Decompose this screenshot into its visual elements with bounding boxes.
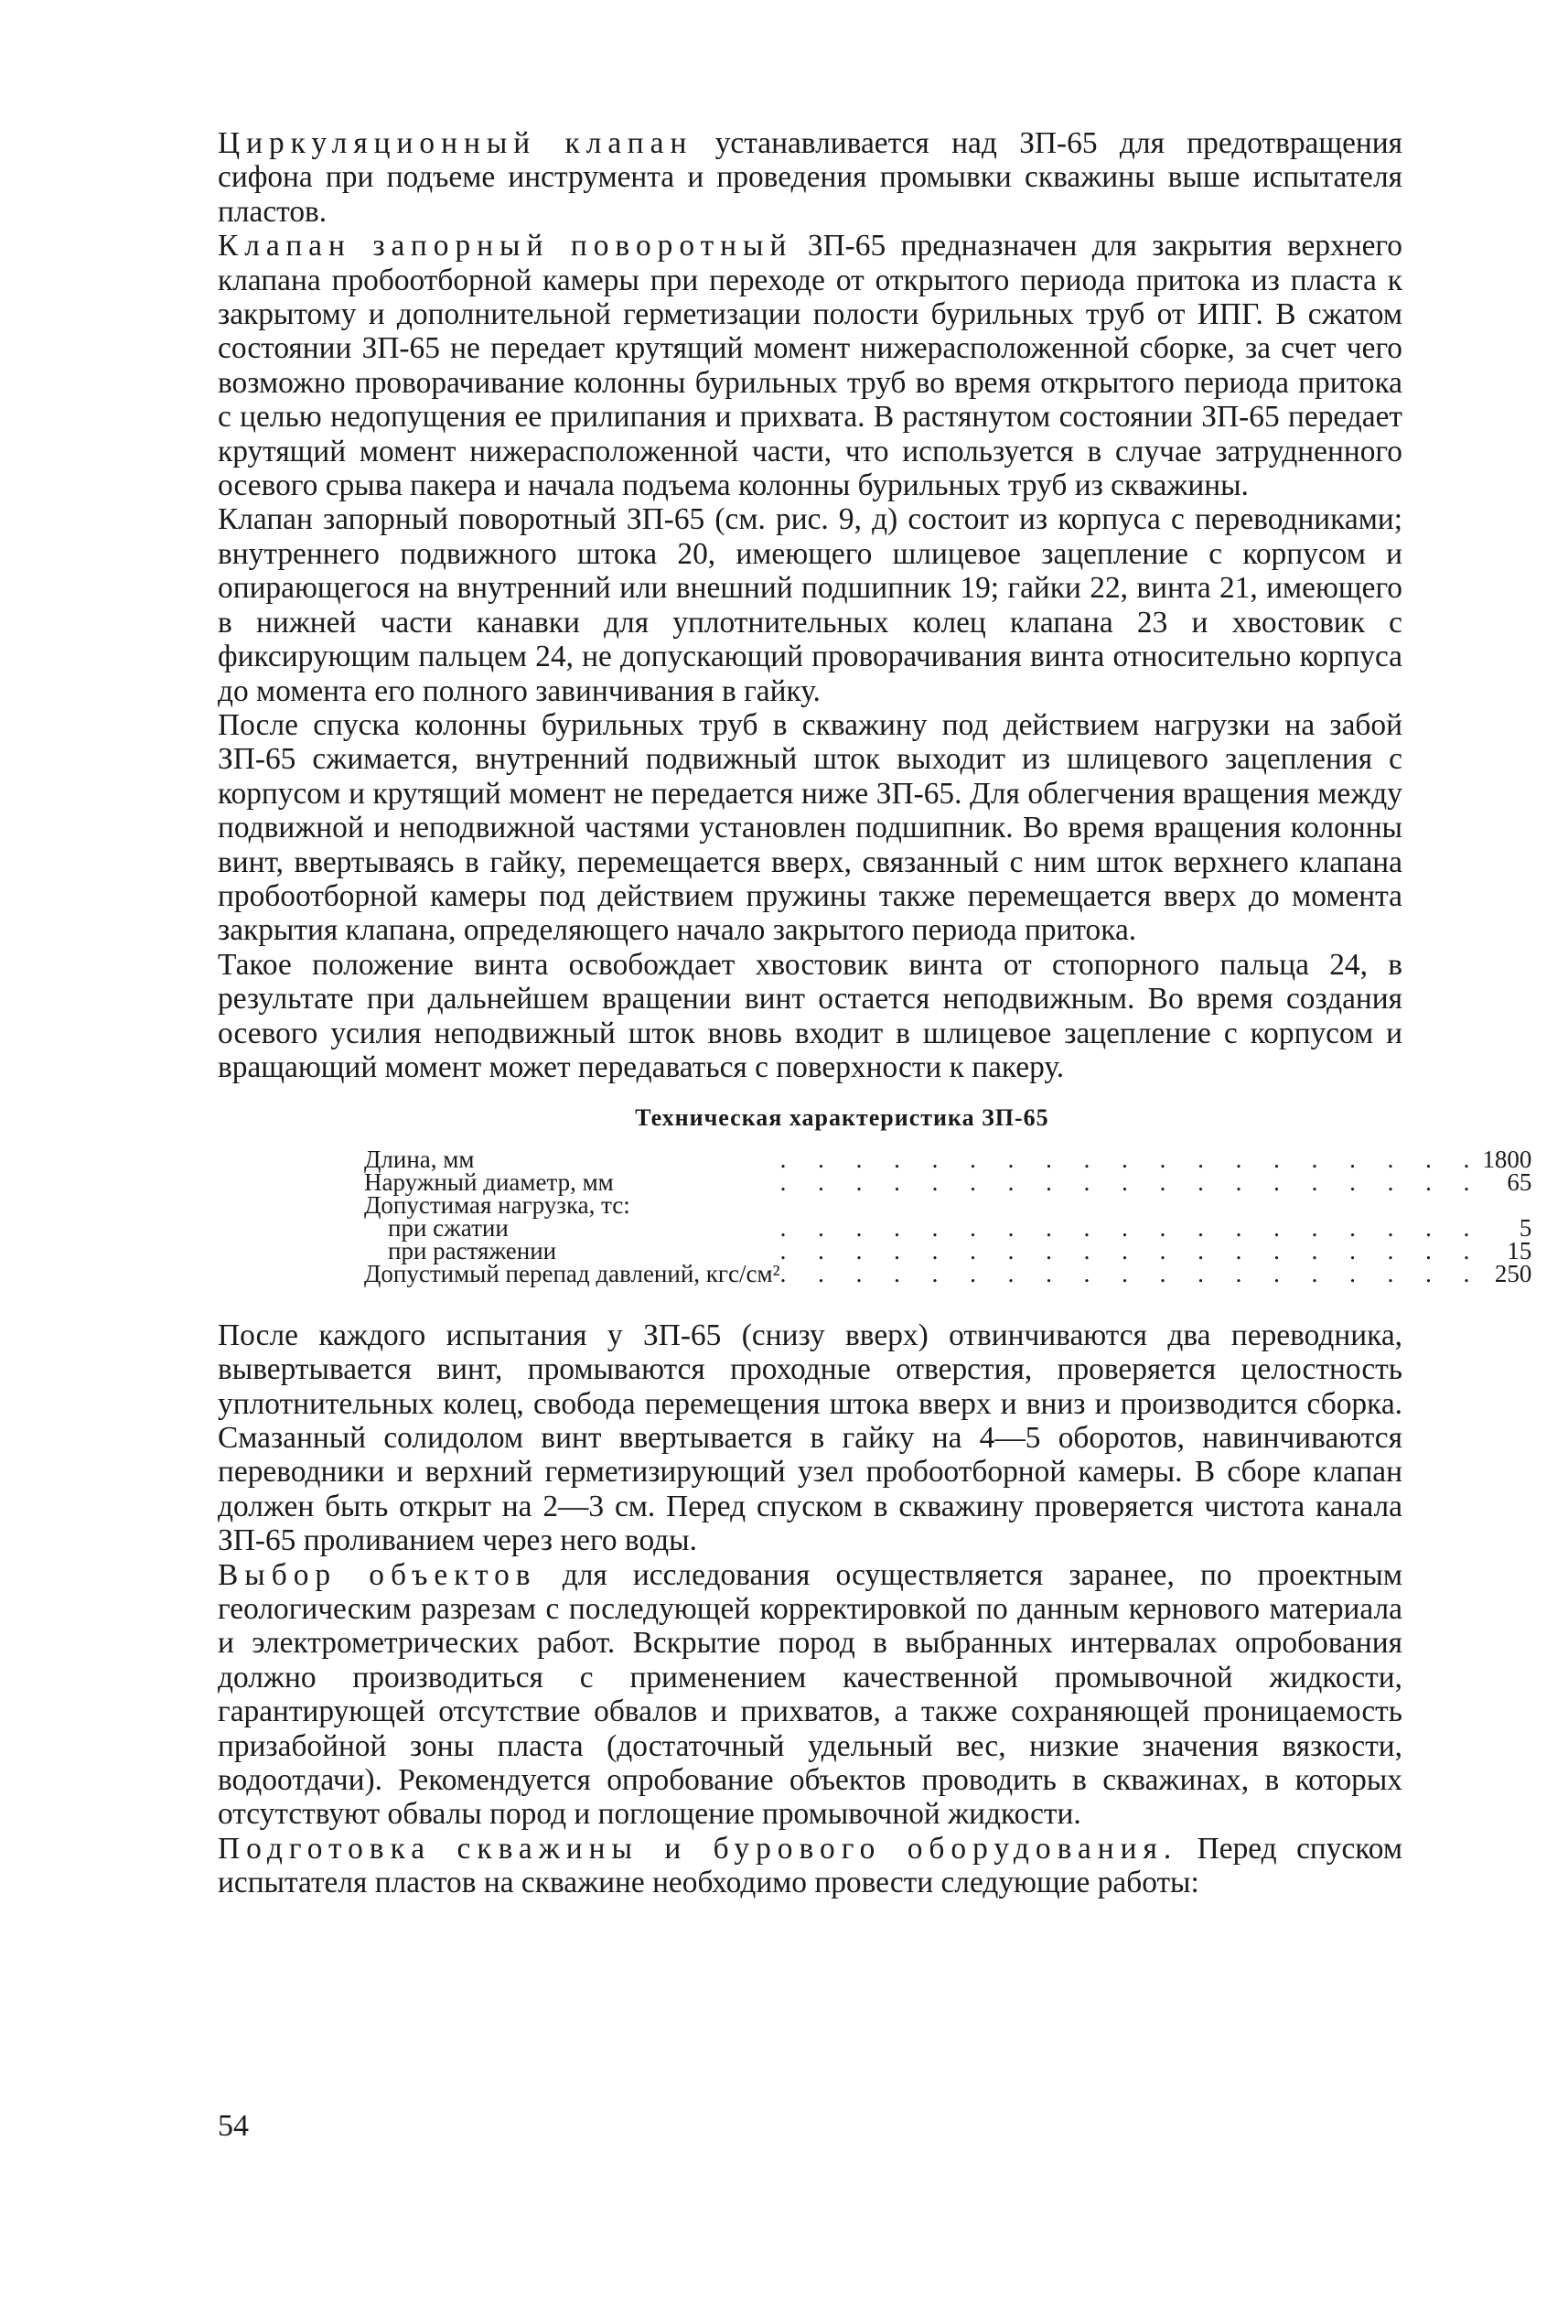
specs-table bbox=[364, 1145, 1532, 1287]
table-title: Техническая характеристика ЗП-65 bbox=[635, 1104, 1049, 1132]
paragraph-object-selection bbox=[218, 1558, 1402, 1832]
paragraph-text: После каждого испытания у ЗП-65 (снизу вверх) отвинчиваются два переводника, вывертывается винт, промываются проходные отверстия, проверяется целостность уплотнительных колец, свобода перемещения штока вверх и вниз и производится сборка. Смазанный солидолом винт ввертывается в гайку на 4—5 оборотов, навинчиваются переводники и верхний герметизирующий узел пробоотборной камеры. В сборе клапан должен быть открыт на 2—3 см. Перед спуском в скважину проверяется чистота канала ЗП-65 проливанием через него воды. bbox=[218, 1318, 1402, 1558]
paragraph-operation bbox=[218, 708, 1402, 948]
spec-label: при сжатии bbox=[388, 1213, 509, 1242]
spaced-term: Выбор объектов bbox=[218, 1557, 537, 1592]
paragraph-screw-position bbox=[218, 948, 1402, 1085]
spec-value: 65 bbox=[1507, 1167, 1532, 1196]
spec-label: Допустимая нагрузка, тс: bbox=[364, 1190, 630, 1219]
table-row bbox=[364, 1263, 1531, 1286]
paragraph-circulation-valve bbox=[218, 126, 1402, 229]
paragraph-text: для исследования осуществляется заранее, по проектным геологическим разрезам с последующей корректировкой по данным кернового материала и электрометрических работ. Вскрытие пород в выбранных интервалах опробования должно производиться с применением качественной промывочной жидкости, гарантирующей отсутствие обвалов и прихватов, а также сохраняющей проницаемость призабойной зоны пласта (достаточный удельный вес, низкие значения вязкости, водоотдачи). Рекомендуется опробование объектов проводить в скважинах, в которых отсутствуют обвалы пород и поглощение промывочной жидкости. bbox=[218, 1557, 1402, 1832]
paragraph-maintenance bbox=[218, 1318, 1402, 1558]
page-number: 54 bbox=[218, 2109, 249, 2143]
paragraph-text: После спуска колонны бурильных труб в скважину под действием нагрузки на забой ЗП-65 сжимается, внутренний подвижный шток выходит из шлицевого зацепления с корпусом и крутящий момент не передается ниже ЗП-65. Для облегчения вращения между подвижной и неподвижной частями установлен подшипник. Во время вращения колонны винт, ввертываясь в гайку, перемещается вверх, связанный с ним шток верхнего клапана пробоотборной камеры под действием пружины также перемещается вверх до момента закрытия клапана, определяющего начало закрытого периода притока. bbox=[218, 707, 1402, 948]
paragraph-text: Перед спуском испытателя пластов на скважине необходимо провести следующие работы: bbox=[218, 1831, 1402, 1900]
paragraph-valve-construction bbox=[218, 502, 1402, 707]
leader-dots: . . . . . . . . . . . . . . . . . . . bbox=[779, 1262, 1483, 1286]
spec-value: 250 bbox=[1494, 1259, 1532, 1287]
paragraph-well-preparation bbox=[218, 1832, 1402, 1900]
paragraph-shutoff-valve bbox=[218, 229, 1402, 502]
spec-label: Длина, мм bbox=[364, 1145, 475, 1173]
leader-dots: . . . . . . . . . . . . . . . . . . . bbox=[779, 1239, 1483, 1263]
spec-label: Допустимый перепад давлений, кгс/см² bbox=[364, 1259, 780, 1287]
spec-value: 5 bbox=[1519, 1213, 1532, 1242]
table-row bbox=[364, 1194, 1531, 1217]
spec-label: Наружный диаметр, мм bbox=[364, 1167, 614, 1196]
spec-label: при растяжении bbox=[388, 1236, 557, 1264]
leader-dots: . . . . . . . . . . . . . . . . . . . bbox=[779, 1147, 1483, 1171]
paragraph-text: устанавливается над ЗП-65 для предотвращения сифона при подъеме инструмента и проведения промывки скважины выше испытателя пластов. bbox=[218, 126, 1402, 229]
paragraph-text: Клапан запорный поворотный ЗП-65 (см. рис. 9, д) состоит из корпуса с переводниками; внутреннего подвижного штока 20, имеющего шлицевое зацепление с корпусом и опирающегося на внутренний или внешний подшипник 19; гайки 22, винта 21, имеющего в нижней части канавки для уплотнительных колец клапана 23 и хвостовик с фиксирующим пальцем 24, не допускающий проворачивания винта относительно корпуса до момента его полного завинчивания в гайку. bbox=[218, 502, 1402, 708]
leader-empty bbox=[780, 1194, 1483, 1217]
leader-dots: . . . . . . . . . . . . . . . . . . . bbox=[779, 1170, 1483, 1194]
leader-dots: . . . . . . . . . . . . . . . . . . . bbox=[779, 1216, 1483, 1240]
paragraph-text: Такое положение винта освобождает хвостовик винта от стопорного пальца 24, в результате при дальнейшем вращении винт остается неподвижным. Во время создания осевого усилия неподвижный шток вновь входит в шлицевое зацепление с корпусом и вращающий момент может передаваться с поверхности к пакеру. bbox=[218, 947, 1402, 1084]
page-body bbox=[218, 126, 1532, 1900]
spec-value: 1800 bbox=[1482, 1145, 1532, 1173]
paragraph-text: ЗП-65 предназначен для закрытия верхнего клапана пробоотборной камеры при переходе от открытого периода притока из пласта к закрытому и дополнительной герметизации полости бурильных труб от ИПГ. В сжатом состоянии ЗП-65 не передает крутящий момент нижерасположенной сборке, за счет чего возможно проворачивание колонны бурильных труб во время открытого периода притока с целью недопущения ее прилипания и прихвата. В растянутом состоянии ЗП-65 передает крутящий момент нижерасположенной части, что используется в случае затрудненного осевого срыва пакера и начала подъема колонны бурильных труб из скважины. bbox=[218, 229, 1402, 503]
spaced-term: Клапан запорный поворотный bbox=[218, 229, 793, 264]
spaced-term: Циркуляционный клапан bbox=[218, 126, 693, 160]
spec-value: 15 bbox=[1507, 1236, 1532, 1264]
spaced-term: Подготовка скважины и бурового оборудования. bbox=[218, 1831, 1178, 1866]
